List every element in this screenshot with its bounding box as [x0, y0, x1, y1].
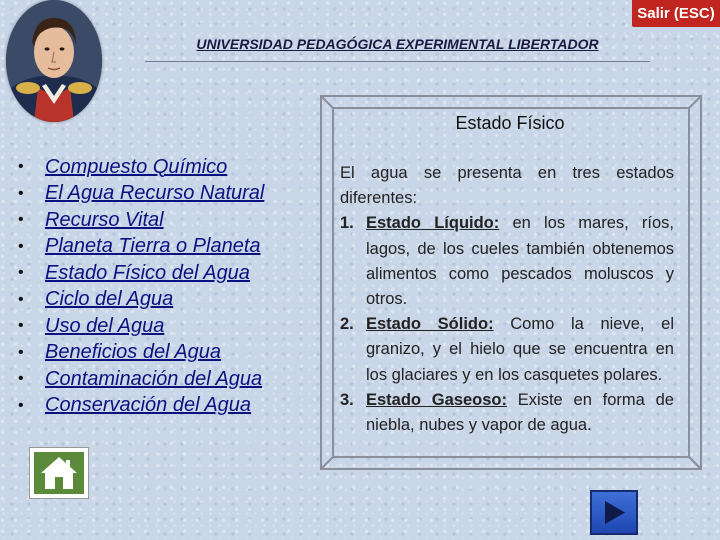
state-number: 2.: [340, 315, 354, 334]
state-number: 1.: [340, 214, 354, 233]
state-name: Estado Gaseoso:: [366, 390, 507, 409]
exit-button[interactable]: Salir (ESC): [632, 0, 720, 27]
nav-link-planeta-tierra[interactable]: Planeta Tierra o Planeta: [45, 235, 261, 258]
info-panel: [320, 95, 702, 470]
home-button[interactable]: [29, 447, 89, 499]
nav-link-beneficios[interactable]: Beneficios del Agua: [45, 341, 222, 364]
bullet: •: [18, 370, 24, 388]
nav-item-beneficios: [18, 340, 264, 367]
bullet: •: [18, 158, 24, 176]
nav-link-compuesto-quimico[interactable]: Compuesto Químico: [45, 155, 228, 178]
panel-intro: El agua se presenta en tres estados diferentes:: [340, 164, 674, 208]
state-item-solido: [340, 312, 674, 388]
nav-link-contaminacion[interactable]: Contaminación del Agua: [45, 367, 263, 390]
home-icon: [30, 448, 88, 498]
state-name: Estado Sólido:: [366, 315, 494, 334]
topic-nav-list: [18, 154, 264, 419]
header-divider: [145, 61, 650, 62]
nav-link-uso[interactable]: Uso del Agua: [45, 314, 165, 337]
state-description: en los mares, ríos, lagos, de los cueles también obtenemos alimentos como pescados moluscos y otros.: [366, 214, 674, 309]
nav-link-conservacion[interactable]: Conservación del Agua: [45, 394, 252, 417]
next-button[interactable]: [590, 490, 638, 535]
nav-item-conservacion: [18, 393, 264, 420]
nav-item-estado-fisico: [18, 260, 264, 287]
nav-item-recurso-natural: [18, 181, 264, 208]
bullet: •: [18, 290, 24, 308]
university-title: UNIVERSIDAD PEDAGÓGICA EXPERIMENTAL LIBERTADOR: [196, 36, 599, 52]
bullet: •: [18, 211, 24, 229]
state-item-liquido: [340, 211, 674, 312]
panel-body: [340, 161, 674, 438]
nav-link-recurso-vital[interactable]: Recurso Vital: [45, 208, 164, 231]
state-number: 3.: [340, 390, 354, 409]
nav-item-contaminacion: [18, 366, 264, 393]
bullet: •: [18, 237, 24, 255]
nav-item-uso: [18, 313, 264, 340]
states-list: [340, 211, 674, 438]
nav-item-recurso-vital: [18, 207, 264, 234]
nav-item-ciclo: [18, 287, 264, 314]
nav-link-recurso-natural[interactable]: El Agua Recurso Natural: [45, 182, 265, 205]
panel-title: Estado Físico: [455, 113, 565, 133]
state-text: [366, 388, 674, 438]
nav-link-estado-fisico[interactable]: Estado Físico del Agua: [45, 261, 250, 284]
state-text: [366, 211, 674, 312]
state-description: Como la nieve, el granizo, y el hielo que se encuentra en los glaciares y en los casquetes polares.: [366, 315, 674, 384]
portrait-illustration: [6, 0, 102, 122]
nav-item-compuesto-quimico: [18, 154, 264, 181]
state-name: Estado Líquido:: [366, 214, 500, 233]
bullet: •: [18, 184, 24, 202]
bullet: •: [18, 317, 24, 335]
state-description: Existe en forma de niebla, nubes y vapor de agua.: [366, 390, 674, 435]
bullet: •: [18, 396, 24, 414]
nav-link-ciclo[interactable]: Ciclo del Agua: [45, 288, 174, 311]
nav-item-planeta-tierra: [18, 234, 264, 261]
bullet: •: [18, 264, 24, 282]
state-text: [366, 312, 674, 388]
state-item-gaseoso: [340, 388, 674, 438]
next-arrow-icon: [592, 492, 636, 533]
portrait-image: [6, 0, 102, 122]
bullet: •: [18, 343, 24, 361]
